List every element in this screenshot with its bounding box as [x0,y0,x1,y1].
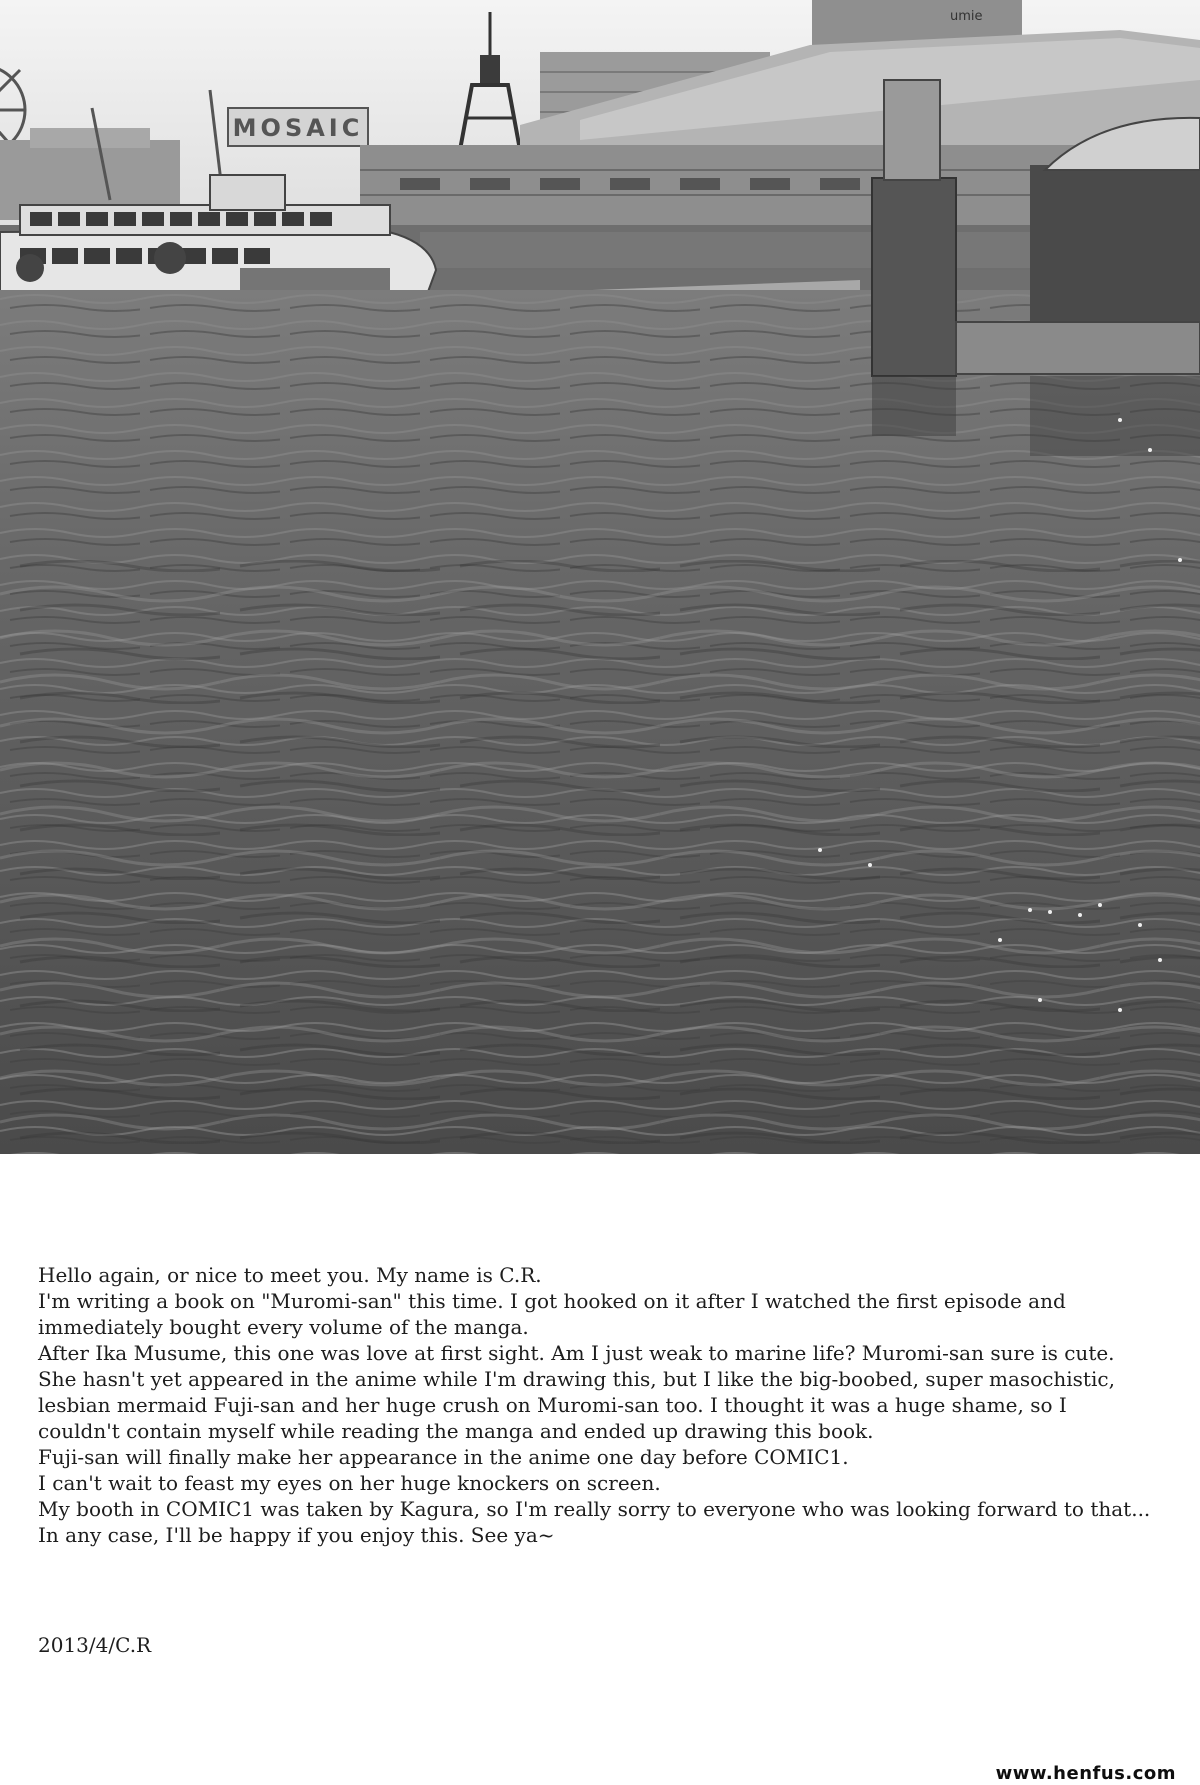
mosaic-sign: MOSAIC [232,114,364,142]
afterword-line: After Ika Musume, this one was love at first sight. Am I just weak to marine life? Muromi-san sure is cute. [38,1341,1115,1365]
afterword-line: Hello again, or nice to meet you. My name is C.R. [38,1263,542,1287]
building-sign: umie [950,9,983,24]
afterword-line: I can't wait to feast my eyes on her huge knockers on screen. [38,1471,661,1495]
afterword-line: immediately bought every volume of the manga. [38,1315,529,1339]
afterword-line: My booth in COMIC1 was taken by Kagura, so I'm really sorry to everyone who was looking forward to that... [38,1497,1151,1521]
afterword-line: lesbian mermaid Fuji-san and her huge crush on Muromi-san too. I thought it was a huge shame, so I [38,1393,1067,1417]
pier-pillar [872,178,956,376]
afterword-text [38,1262,1178,1548]
watermark-url: www.henfus.com [995,1763,1176,1784]
afterword-line: She hasn't yet appeared in the anime while I'm drawing this, but I like the big-boobed, super masochistic, [38,1367,1115,1391]
afterword-line: Fuji-san will finally make her appearance in the anime one day before COMIC1. [38,1445,849,1469]
afterword-line: couldn't contain myself while reading the manga and ended up drawing this book. [38,1419,874,1443]
afterword-line: I'm writing a book on "Muromi-san" this time. I got hooked on it after I watched the first episode and [38,1289,1066,1313]
signature-date: 2013/4/C.R [38,1633,152,1657]
afterword-line: In any case, I'll be happy if you enjoy this. See ya~ [38,1523,555,1547]
